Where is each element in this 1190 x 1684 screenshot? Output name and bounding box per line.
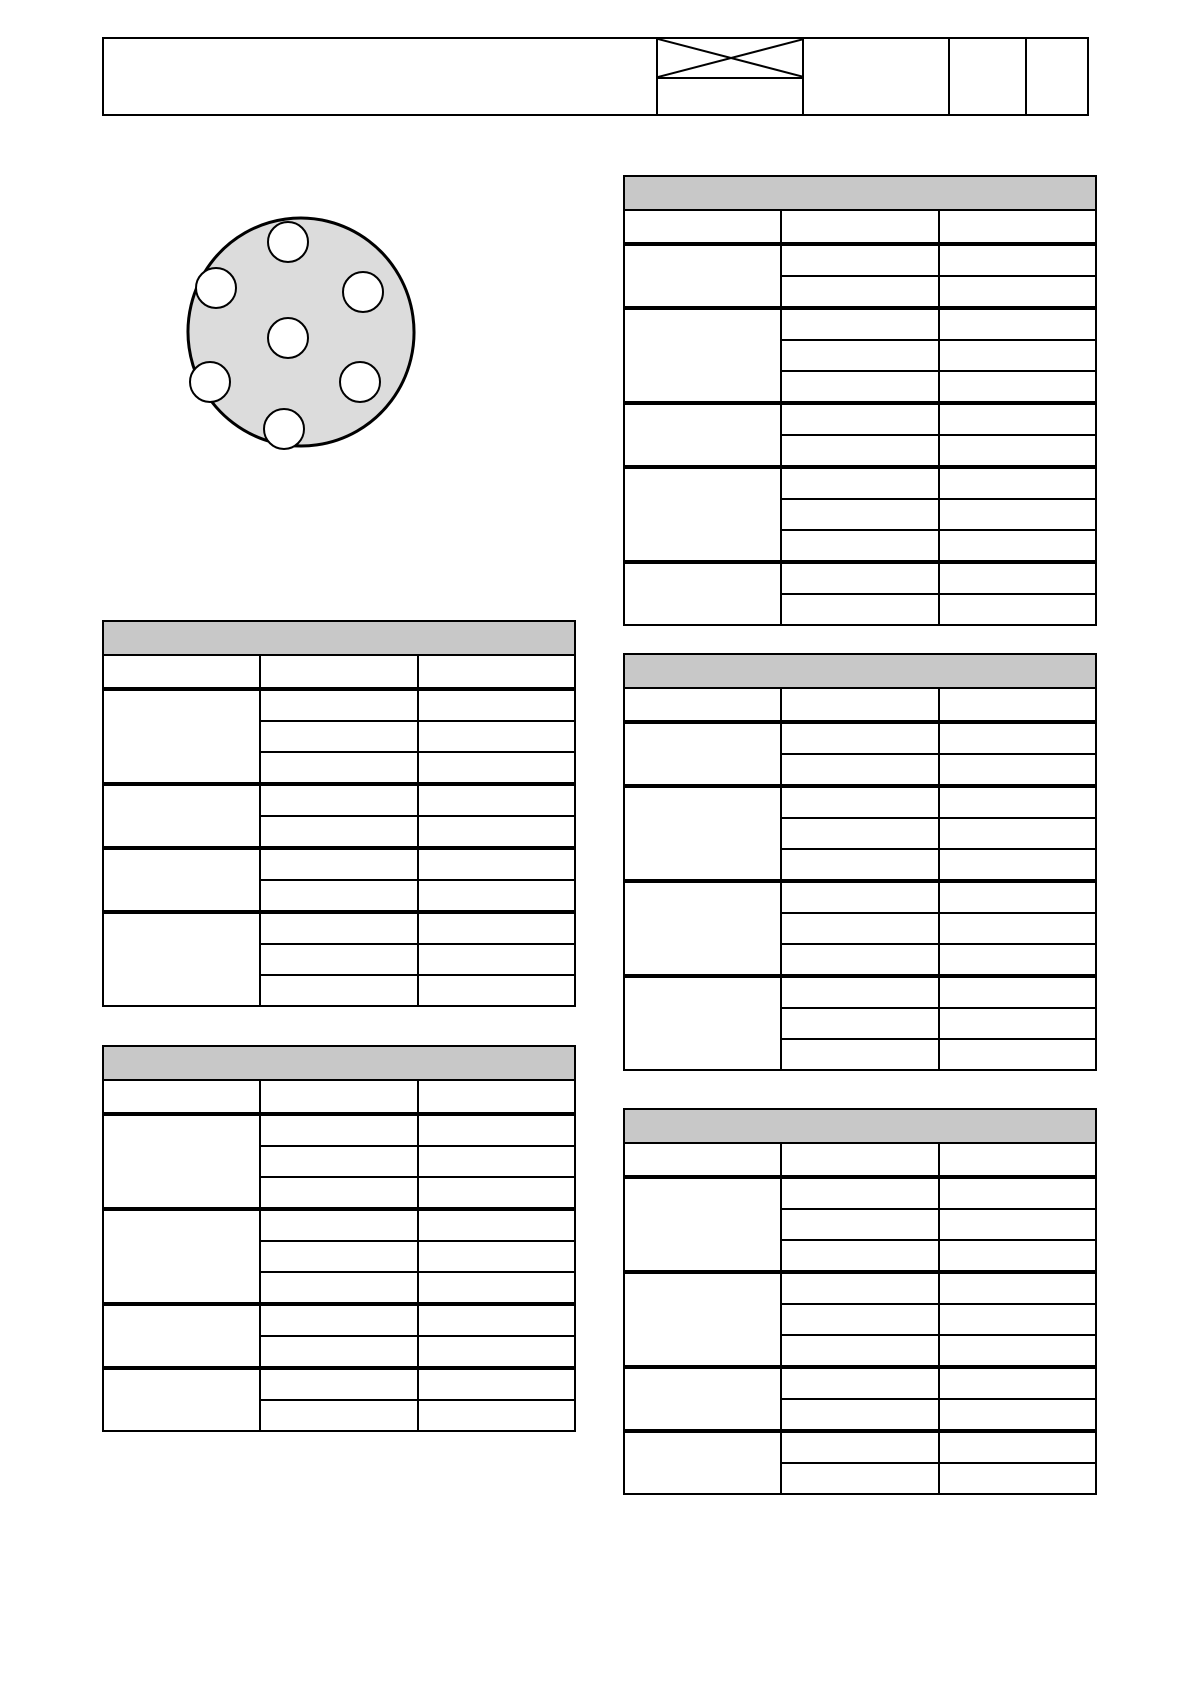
table-cell: [939, 1177, 1096, 1209]
connector-pin-5: [190, 362, 230, 402]
table-cell: [781, 308, 938, 340]
group-label-cell: [103, 689, 260, 784]
table-cell: [781, 913, 938, 944]
group-label-cell: [103, 1368, 260, 1431]
group-label-cell: [624, 1367, 781, 1431]
table-cell: [260, 880, 417, 912]
column-header: [939, 1143, 1096, 1177]
table-cell: [939, 1463, 1096, 1494]
connector-pin-6: [340, 362, 380, 402]
column-header: [781, 1143, 938, 1177]
table-cell: [260, 752, 417, 784]
table-cell: [781, 849, 938, 881]
table-cell: [418, 1272, 575, 1304]
connector-pin-1: [268, 222, 308, 262]
title-block-x-cell: [656, 39, 804, 114]
table-cell: [781, 530, 938, 562]
table-cell: [781, 1209, 938, 1240]
table-cell: [418, 1209, 575, 1241]
table-cell: [781, 1240, 938, 1272]
table-cell: [939, 1240, 1096, 1272]
connector-pin-2: [196, 268, 236, 308]
table-cell: [781, 1304, 938, 1335]
table-cell: [418, 1177, 575, 1209]
table-row: [624, 308, 1096, 340]
table-cell: [939, 1209, 1096, 1240]
connector-pin-7: [264, 409, 304, 449]
connector-diagram: [150, 200, 440, 470]
table-cell: [781, 1272, 938, 1304]
table-row: [624, 1431, 1096, 1463]
table-cell: [781, 1399, 938, 1431]
table-cell: [939, 1431, 1096, 1463]
table-row: [103, 1114, 575, 1146]
table-cell: [260, 848, 417, 880]
table-cell: [260, 816, 417, 848]
table-cell: [781, 722, 938, 754]
table-row: [624, 976, 1096, 1008]
table-cell: [418, 1114, 575, 1146]
group-label-cell: [624, 562, 781, 625]
table-cell: [781, 1039, 938, 1070]
title-block-box-3-cell: [948, 39, 1027, 114]
table-cell: [781, 1431, 938, 1463]
table-cell: [260, 975, 417, 1006]
pin-table-2: [102, 1045, 576, 1432]
table-cell: [939, 530, 1096, 562]
table-cell: [418, 944, 575, 975]
table-row: [624, 722, 1096, 754]
column-header: [781, 688, 938, 722]
table-cell: [418, 912, 575, 944]
column-header: [624, 1143, 781, 1177]
table-cell: [939, 818, 1096, 849]
table-cell: [939, 1399, 1096, 1431]
table-cell: [939, 308, 1096, 340]
table-cell: [781, 1177, 938, 1209]
pin-table-5: [623, 1108, 1097, 1495]
table-cell: [939, 1008, 1096, 1039]
table-row: [103, 848, 575, 880]
table-cell: [781, 499, 938, 530]
column-header: [103, 655, 260, 689]
table-cell: [418, 1336, 575, 1368]
group-label-cell: [103, 1209, 260, 1304]
group-label-cell: [103, 1114, 260, 1209]
group-label-cell: [624, 403, 781, 467]
group-label-cell: [624, 244, 781, 308]
table-cell: [260, 721, 417, 752]
pin-table-3: [623, 175, 1097, 626]
group-label-cell: [624, 786, 781, 881]
title-block-box-4: [1027, 39, 1087, 47]
table-cell: [781, 562, 938, 594]
table-cell: [939, 786, 1096, 818]
column-header: [418, 655, 575, 689]
column-header: [939, 688, 1096, 722]
table-cell: [781, 371, 938, 403]
table-row: [103, 1304, 575, 1336]
group-label-cell: [624, 976, 781, 1070]
table-row: [624, 403, 1096, 435]
table-cell: [781, 1367, 938, 1399]
table-row: [103, 912, 575, 944]
table-row: [624, 1272, 1096, 1304]
column-header: [624, 210, 781, 244]
title-block-box-3: [950, 39, 1027, 47]
group-label-cell: [624, 881, 781, 976]
table-cell: [418, 1241, 575, 1272]
table-cell: [418, 784, 575, 816]
table-cell: [781, 594, 938, 625]
table-cell: [418, 689, 575, 721]
table-title: [103, 1046, 575, 1080]
table-cell: [418, 816, 575, 848]
table-cell: [781, 881, 938, 913]
table-cell: [939, 722, 1096, 754]
table-cell: [939, 371, 1096, 403]
table-cell: [260, 689, 417, 721]
table-cell: [781, 403, 938, 435]
title-block-box-4-cell: [1025, 39, 1087, 114]
table-cell: [260, 1272, 417, 1304]
table-row: [624, 562, 1096, 594]
table-cell: [260, 1336, 417, 1368]
table-cell: [939, 594, 1096, 625]
table-cell: [260, 784, 417, 816]
table-cell: [418, 1304, 575, 1336]
table-cell: [260, 1177, 417, 1209]
table-cell: [939, 435, 1096, 467]
column-header: [260, 655, 417, 689]
column-header: [939, 210, 1096, 244]
group-label-cell: [624, 467, 781, 562]
table-cell: [781, 786, 938, 818]
table-cell: [939, 944, 1096, 976]
column-header: [781, 210, 938, 244]
table-cell: [418, 1400, 575, 1431]
table-cell: [939, 467, 1096, 499]
group-label-cell: [103, 1304, 260, 1368]
table-cell: [260, 1209, 417, 1241]
table-row: [103, 1368, 575, 1400]
group-label-cell: [103, 848, 260, 912]
table-title: [103, 621, 575, 655]
table-row: [624, 244, 1096, 276]
table-cell: [781, 276, 938, 308]
table-cell: [260, 1304, 417, 1336]
table-cell: [939, 1367, 1096, 1399]
table-cell: [781, 818, 938, 849]
title-block-box-2-cell: [802, 39, 950, 114]
table-cell: [418, 1146, 575, 1177]
table-cell: [418, 1368, 575, 1400]
table-row: [624, 786, 1096, 818]
table-cell: [418, 975, 575, 1006]
table-row: [624, 881, 1096, 913]
table-row: [624, 1367, 1096, 1399]
connector-pin-4: [268, 318, 308, 358]
table-cell: [939, 276, 1096, 308]
table-row: [103, 784, 575, 816]
table-title: [624, 1109, 1096, 1143]
table-cell: [939, 244, 1096, 276]
table-cell: [939, 754, 1096, 786]
table-cell: [781, 435, 938, 467]
title-block: [102, 37, 1089, 116]
connector-pin-3: [343, 272, 383, 312]
table-cell: [939, 403, 1096, 435]
table-cell: [781, 754, 938, 786]
table-cell: [939, 881, 1096, 913]
table-cell: [939, 1304, 1096, 1335]
table-row: [624, 1177, 1096, 1209]
table-cell: [260, 912, 417, 944]
connector-icon: [150, 200, 440, 470]
table-cell: [781, 976, 938, 1008]
table-cell: [260, 1368, 417, 1400]
table-cell: [781, 1008, 938, 1039]
table-cell: [418, 880, 575, 912]
group-label-cell: [624, 722, 781, 786]
column-header: [624, 688, 781, 722]
table-row: [624, 467, 1096, 499]
table-cell: [260, 1146, 417, 1177]
table-cell: [781, 340, 938, 371]
table-cell: [939, 849, 1096, 881]
table-row: [103, 1209, 575, 1241]
column-header: [260, 1080, 417, 1114]
table-cell: [939, 562, 1096, 594]
table-title: [624, 176, 1096, 210]
table-cell: [418, 848, 575, 880]
table-cell: [939, 1335, 1096, 1367]
table-row: [103, 689, 575, 721]
group-label-cell: [103, 784, 260, 848]
table-cell: [418, 721, 575, 752]
table-cell: [939, 1272, 1096, 1304]
table-cell: [939, 1039, 1096, 1070]
table-cell: [260, 1241, 417, 1272]
table-cell: [781, 1335, 938, 1367]
table-cell: [260, 1400, 417, 1431]
table-cell: [781, 944, 938, 976]
table-cell: [260, 944, 417, 975]
table-cell: [939, 976, 1096, 1008]
group-label-cell: [624, 308, 781, 403]
table-cell: [781, 1463, 938, 1494]
table-cell: [939, 499, 1096, 530]
table-cell: [781, 467, 938, 499]
table-title: [624, 654, 1096, 688]
column-header: [418, 1080, 575, 1114]
group-label-cell: [624, 1431, 781, 1494]
title-block-box-2: [804, 39, 950, 47]
table-cell: [939, 340, 1096, 371]
group-label-cell: [624, 1272, 781, 1367]
cross-box-icon: [658, 39, 804, 79]
pin-table-4: [623, 653, 1097, 1071]
table-cell: [781, 244, 938, 276]
group-label-cell: [624, 1177, 781, 1272]
table-cell: [418, 752, 575, 784]
pin-table-1: [102, 620, 576, 1007]
table-cell: [939, 913, 1096, 944]
column-header: [103, 1080, 260, 1114]
table-cell: [260, 1114, 417, 1146]
group-label-cell: [103, 912, 260, 1006]
